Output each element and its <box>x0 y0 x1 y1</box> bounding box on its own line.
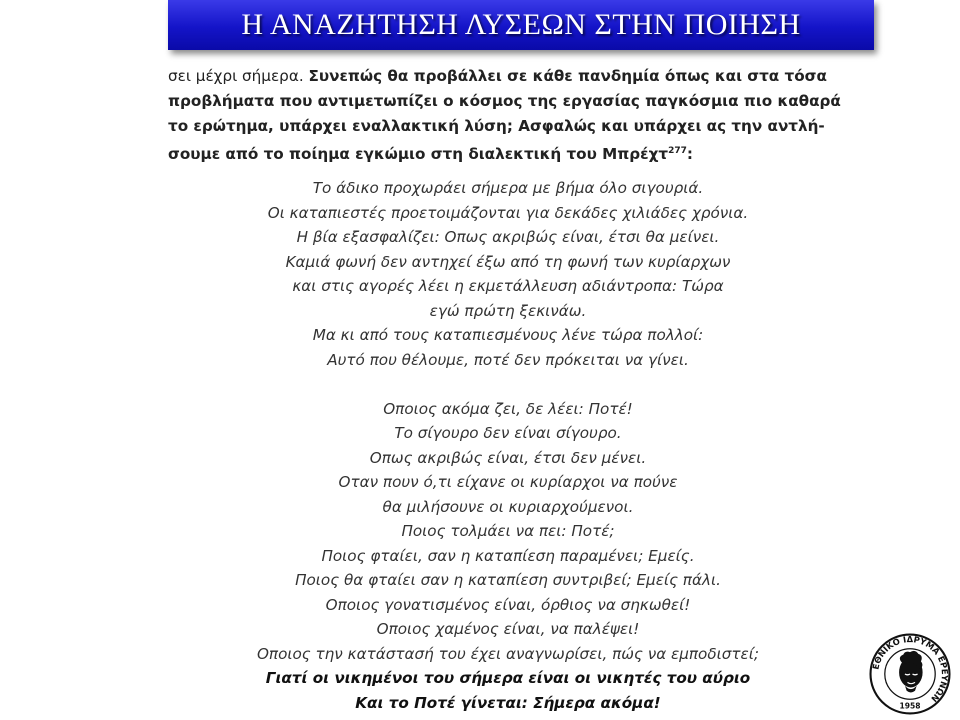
intro-paragraph <box>168 64 848 167</box>
poem-closing-line: Και το Ποτέ γίνεται: Σήμερα ακόμα! <box>355 693 661 712</box>
poem-line: Οποιος την κατάστασή του έχει αναγνωρίσει, πώς να εμποδιστεί; <box>256 644 760 663</box>
poem-line: Οταν πουν ό,τι είχανε οι κυρίαρχοι να πούνε <box>338 473 678 491</box>
poem-line: Αυτό που θέλουμε, ποτέ δεν πρόκειται να γίνει. <box>327 350 689 369</box>
poem-closing-line: Γιατί οι νικημένοι του σήμερα είναι οι νικητές του αύριο <box>265 669 751 687</box>
poem-line: Το άδικο προχωράει σήμερα με βήμα όλο σιγουριά. <box>312 179 704 197</box>
poem-line: Το σίγουρο δεν είναι σίγουρο. <box>394 424 622 442</box>
page-title: Η ΑΝΑΖΗΤΗΣΗ ΛΥΣΕΩΝ ΣΤΗΝ ΠΟΙΗΣΗ <box>241 8 801 41</box>
intro-line: προβλήματα που αντιμετωπίζει ο κόσμος της εργασίας παγκόσμια πιο καθαρά <box>168 92 841 110</box>
poem-line: Ποιος τολμάει να πει: Ποτέ; <box>401 522 615 540</box>
poem-line: Μα κι από τους καταπιεσμένους λένε τώρα πολλοί: <box>312 326 704 344</box>
poem-line: Η βία εξασφαλίζει: Οπως ακριβώς είναι, έτσι θα μείνει. <box>296 228 720 246</box>
poem-line: εγώ πρώτη ξεκινάω. <box>429 301 587 320</box>
intro-line: το ερώτημα, υπάρχει εναλλακτική λύση; Ασφαλώς και υπάρχει ας την αντλή- <box>168 117 825 135</box>
stanza-gap <box>168 372 848 397</box>
footnote-ref: 277 <box>668 146 687 156</box>
poem-line: Οι καταπιεστές προετοιμάζονται για δεκάδες χιλιάδες χρόνια. <box>267 203 749 222</box>
poem <box>168 176 848 715</box>
intro-line: σει μέχρι σήμερα. Συνεπώς θα προβάλλει σε κάθε πανδημία όπως και στα τόσα <box>168 67 827 85</box>
poem-line: Οποιος ακόμα ζει, δε λέει: Ποτέ! <box>383 399 633 418</box>
title-banner <box>168 0 874 50</box>
poem-line: θα μιλήσουνε οι κυριαρχούμενοι. <box>382 497 634 516</box>
poem-line: Οποιος γονατισμένος είναι, όρθιος να σηκωθεί! <box>325 595 691 614</box>
poem-line: Ποιος θα φταίει σαν η καταπίεση συντριβεί; Εμείς πάλι. <box>295 571 721 589</box>
poem-line: Καμιά φωνή δεν αντηχεί έξω από τη φωνή των κυρίαρχων <box>285 252 731 271</box>
poem-line: Ποιος φταίει, σαν η καταπίεση παραμένει; Εμείς. <box>321 546 695 565</box>
seal-icon <box>868 632 952 716</box>
seal-year: 1958 <box>899 701 921 711</box>
seal-text: ΕΘΝΙΚΟ ΙΔΡΥΜΑ ΕΡΕΥΝΩΝ <box>870 634 951 705</box>
poem-line: Οπως ακριβώς είναι, έτσι δεν μένει. <box>369 448 647 467</box>
intro-line: σουμε από το ποίημα εγκώμιο στη διαλεκτική του Μπρέχτ$^{277}$: <box>168 145 693 164</box>
poem-line: και στις αγορές λέει η εκμετάλλευση αδιάντροπα: Τώρα <box>292 277 724 295</box>
poem-line: Οποιος χαμένος είναι, να παλέψει! <box>376 620 640 638</box>
